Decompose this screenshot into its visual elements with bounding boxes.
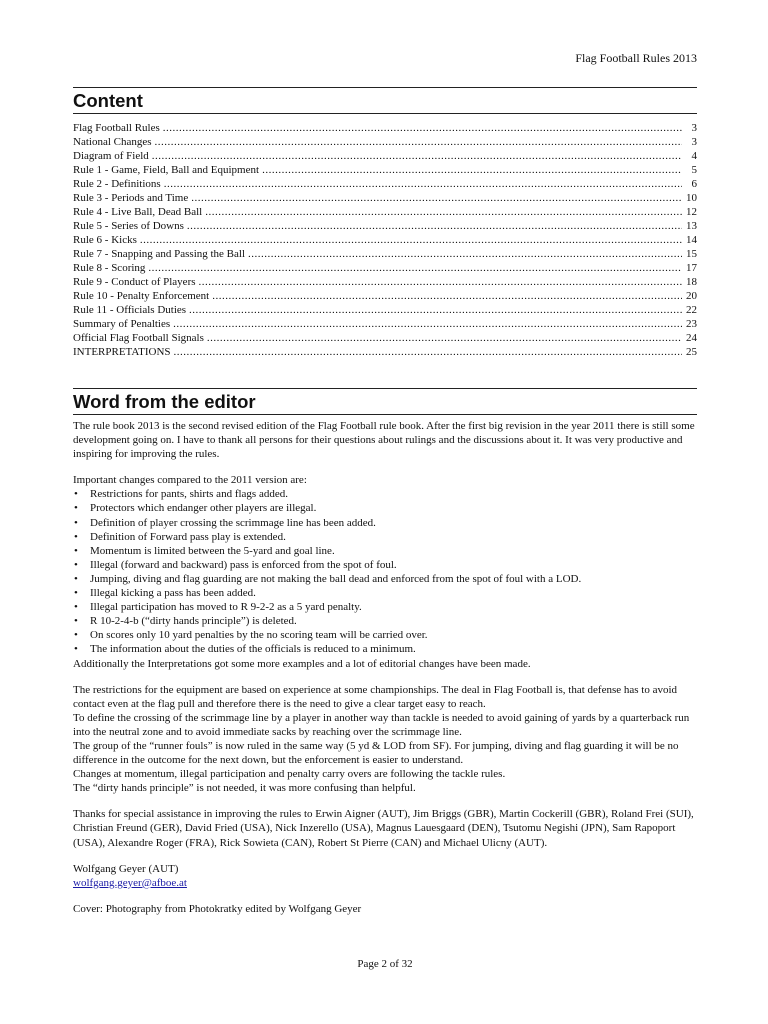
- toc-leader-dots: [212, 289, 682, 303]
- toc-entry[interactable]: [73, 149, 697, 163]
- toc-entry-title: Rule 5 - Series of Downs: [73, 220, 184, 232]
- toc-entry-page: 3: [691, 136, 697, 148]
- toc-leader-dots: [262, 163, 682, 177]
- table-of-contents: [73, 121, 697, 359]
- list-item: • Momentum is limited between the 5-yard and goal line.: [73, 544, 697, 558]
- toc-entry[interactable]: [73, 177, 697, 191]
- toc-entry[interactable]: [73, 135, 697, 149]
- toc-entry-title: Official Flag Football Signals: [73, 332, 204, 344]
- signature-email-link[interactable]: wolfgang.geyer@afboe.at: [73, 876, 187, 889]
- toc-entry-title: National Changes: [73, 136, 152, 148]
- toc-entry-page: 25: [686, 346, 697, 358]
- content-heading: Content: [73, 87, 697, 114]
- toc-entry[interactable]: [73, 261, 697, 275]
- toc-leader-dots: [191, 191, 682, 205]
- toc-entry-title: Flag Football Rules: [73, 122, 160, 134]
- toc-entry-page: 6: [691, 178, 697, 190]
- list-item: • Illegal (forward and backward) pass is enforced from the spot of foul.: [73, 558, 697, 572]
- toc-leader-dots: [199, 275, 682, 289]
- toc-entry-title: Summary of Penalties: [73, 318, 171, 330]
- toc-entry-title: Rule 8 - Scoring: [73, 262, 146, 274]
- toc-entry-page: 18: [686, 276, 697, 288]
- toc-entry-page: 23: [686, 318, 697, 330]
- toc-entry[interactable]: [73, 303, 697, 317]
- toc-entry-page: 24: [686, 332, 697, 344]
- running-head: Flag Football Rules 2013: [575, 51, 697, 65]
- explanation-paragraph: Changes at momentum, illegal participation and penalty carry overs are following the tackle rules.: [73, 768, 506, 781]
- explanation-paragraph: To define the crossing of the scrimmage line by a player in another way than tackle is needed to avoid gaining of yards by a quarterback run into the neutral zone and to avoid immediate sacks by reaching over the scrimmage line.: [73, 711, 690, 738]
- toc-entry[interactable]: [73, 317, 697, 331]
- toc-leader-dots: [164, 177, 682, 191]
- toc-leader-dots: [152, 149, 682, 163]
- toc-leader-dots: [173, 317, 682, 331]
- toc-entry-page: 12: [686, 206, 697, 218]
- toc-entry[interactable]: [73, 205, 697, 219]
- list-item: • On scores only 10 yard penalties by the no scoring team will be carried over.: [73, 628, 697, 642]
- editor-section: [73, 419, 697, 916]
- toc-entry[interactable]: [73, 275, 697, 289]
- toc-entry-title: Rule 4 - Live Ball, Dead Ball: [73, 206, 203, 218]
- toc-leader-dots: [205, 205, 682, 219]
- toc-entry[interactable]: [73, 345, 697, 359]
- toc-entry-page: 13: [686, 220, 697, 232]
- toc-entry-title: Rule 10 - Penalty Enforcement: [73, 290, 210, 302]
- changes-tail: Additionally the Interpretations got some more examples and a lot of editorial changes have been made.: [73, 657, 531, 670]
- toc-entry-page: 17: [686, 262, 697, 274]
- toc-entry[interactable]: [73, 163, 697, 177]
- thanks-paragraph: Thanks for special assistance in improving the rules to Erwin Aigner (AUT), Jim Briggs (GBR), Martin Cockerill (GBR), Roland Frei (SUI), Christian Freund (GER), David Fried (USA), Nick Inzerello (USA), Magnus Lauesgaard (DEN), Tsutomu Negishi (JPN), Sam Rapoport (USA), Alexandre Roger (FRA), Rick Sowieta (CAN), Robert St Pierre (CAN) and Michael Ulicny (AUT).: [73, 808, 694, 849]
- editor-intro: The rule book 2013 is the second revised edition of the Flag Football rule book. After the first big revision in the year 2011 there is still some development going on. I have to thank all persons for their questions about rulings and the discussions about it. It was very productive and inspiring for improving the rules.: [73, 420, 695, 461]
- toc-entry-title: Diagram of Field: [73, 150, 149, 162]
- list-item: • Definition of Forward pass play is extended.: [73, 530, 697, 544]
- toc-entry[interactable]: [73, 191, 697, 205]
- toc-entry-title: INTERPRETATIONS: [73, 346, 171, 358]
- toc-entry-page: 20: [686, 290, 697, 302]
- toc-entry-page: 4: [691, 150, 697, 162]
- list-item: • R 10-2-4-b (“dirty hands principle”) is deleted.: [73, 614, 697, 628]
- toc-entry-page: 5: [691, 164, 697, 176]
- list-item: • Definition of player crossing the scrimmage line has been added.: [73, 516, 697, 530]
- toc-entry-title: Rule 6 - Kicks: [73, 234, 137, 246]
- toc-leader-dots: [174, 345, 682, 359]
- toc-entry-page: 22: [686, 304, 697, 316]
- explanation-paragraph: The “dirty hands principle” is not needed, it was more confusing than helpful.: [73, 782, 416, 795]
- list-item: • Illegal kicking a pass has been added.: [73, 586, 697, 600]
- toc-entry[interactable]: [73, 289, 697, 303]
- toc-entry-page: 10: [686, 192, 697, 204]
- page-footer: Page 2 of 32: [357, 958, 413, 970]
- explanation-paragraph: The group of the “runner fouls” is now ruled in the same way (5 yd & LOD from SF). For jumping, diving and flag guarding it will be no difference in the outcome for the next down, but the enforcement is easier to understand.: [73, 739, 679, 767]
- editor-heading: Word from the editor: [73, 388, 697, 415]
- signature-name: Wolfgang Geyer (AUT): [73, 862, 179, 875]
- list-item: • Jumping, diving and flag guarding are not making the ball dead and enforced from the spot of foul with a LOD.: [73, 572, 697, 586]
- toc-leader-dots: [187, 219, 682, 233]
- toc-entry-page: 15: [686, 248, 697, 260]
- list-item: • Protectors which endanger other players are illegal.: [73, 501, 697, 515]
- toc-entry[interactable]: [73, 219, 697, 233]
- toc-entry-title: Rule 7 - Snapping and Passing the Ball: [73, 248, 246, 260]
- explanations: [73, 683, 697, 796]
- changes-lead: Important changes compared to the 2011 version are:: [73, 474, 307, 487]
- toc-entry-title: Rule 2 - Definitions: [73, 178, 161, 190]
- toc-entry-title: Rule 1 - Game, Field, Ball and Equipment: [73, 164, 260, 176]
- toc-entry-title: Rule 9 - Conduct of Players: [73, 276, 196, 288]
- toc-entry-title: Rule 3 - Periods and Time: [73, 192, 189, 204]
- toc-leader-dots: [189, 303, 682, 317]
- toc-leader-dots: [148, 261, 682, 275]
- toc-entry[interactable]: [73, 121, 697, 135]
- toc-leader-dots: [140, 233, 682, 247]
- toc-entry-title: Rule 11 - Officials Duties: [73, 304, 187, 316]
- list-item: • Illegal participation has moved to R 9-2-2 as a 5 yard penalty.: [73, 600, 697, 614]
- toc-entry[interactable]: [73, 233, 697, 247]
- changes-list: [73, 487, 697, 656]
- cover-credit: Cover: Photography from Photokratky edited by Wolfgang Geyer: [73, 902, 362, 915]
- toc-leader-dots: [155, 135, 682, 149]
- toc-leader-dots: [248, 247, 682, 261]
- list-item: • Restrictions for pants, shirts and flags added.: [73, 487, 697, 501]
- toc-leader-dots: [163, 121, 682, 135]
- toc-entry[interactable]: [73, 247, 697, 261]
- toc-entry-page: 14: [686, 234, 697, 246]
- toc-entry-page: 3: [691, 122, 697, 134]
- toc-entry[interactable]: [73, 331, 697, 345]
- toc-leader-dots: [207, 331, 682, 345]
- explanation-paragraph: The restrictions for the equipment are based on experience at some championships. The deal in Flag Football is, that defense has to avoid contact even at the flag pull and therefore there is the need to give a clear target easy to reach.: [73, 683, 678, 710]
- list-item: • The information about the duties of the officials is reduced to a minimum.: [73, 642, 697, 656]
